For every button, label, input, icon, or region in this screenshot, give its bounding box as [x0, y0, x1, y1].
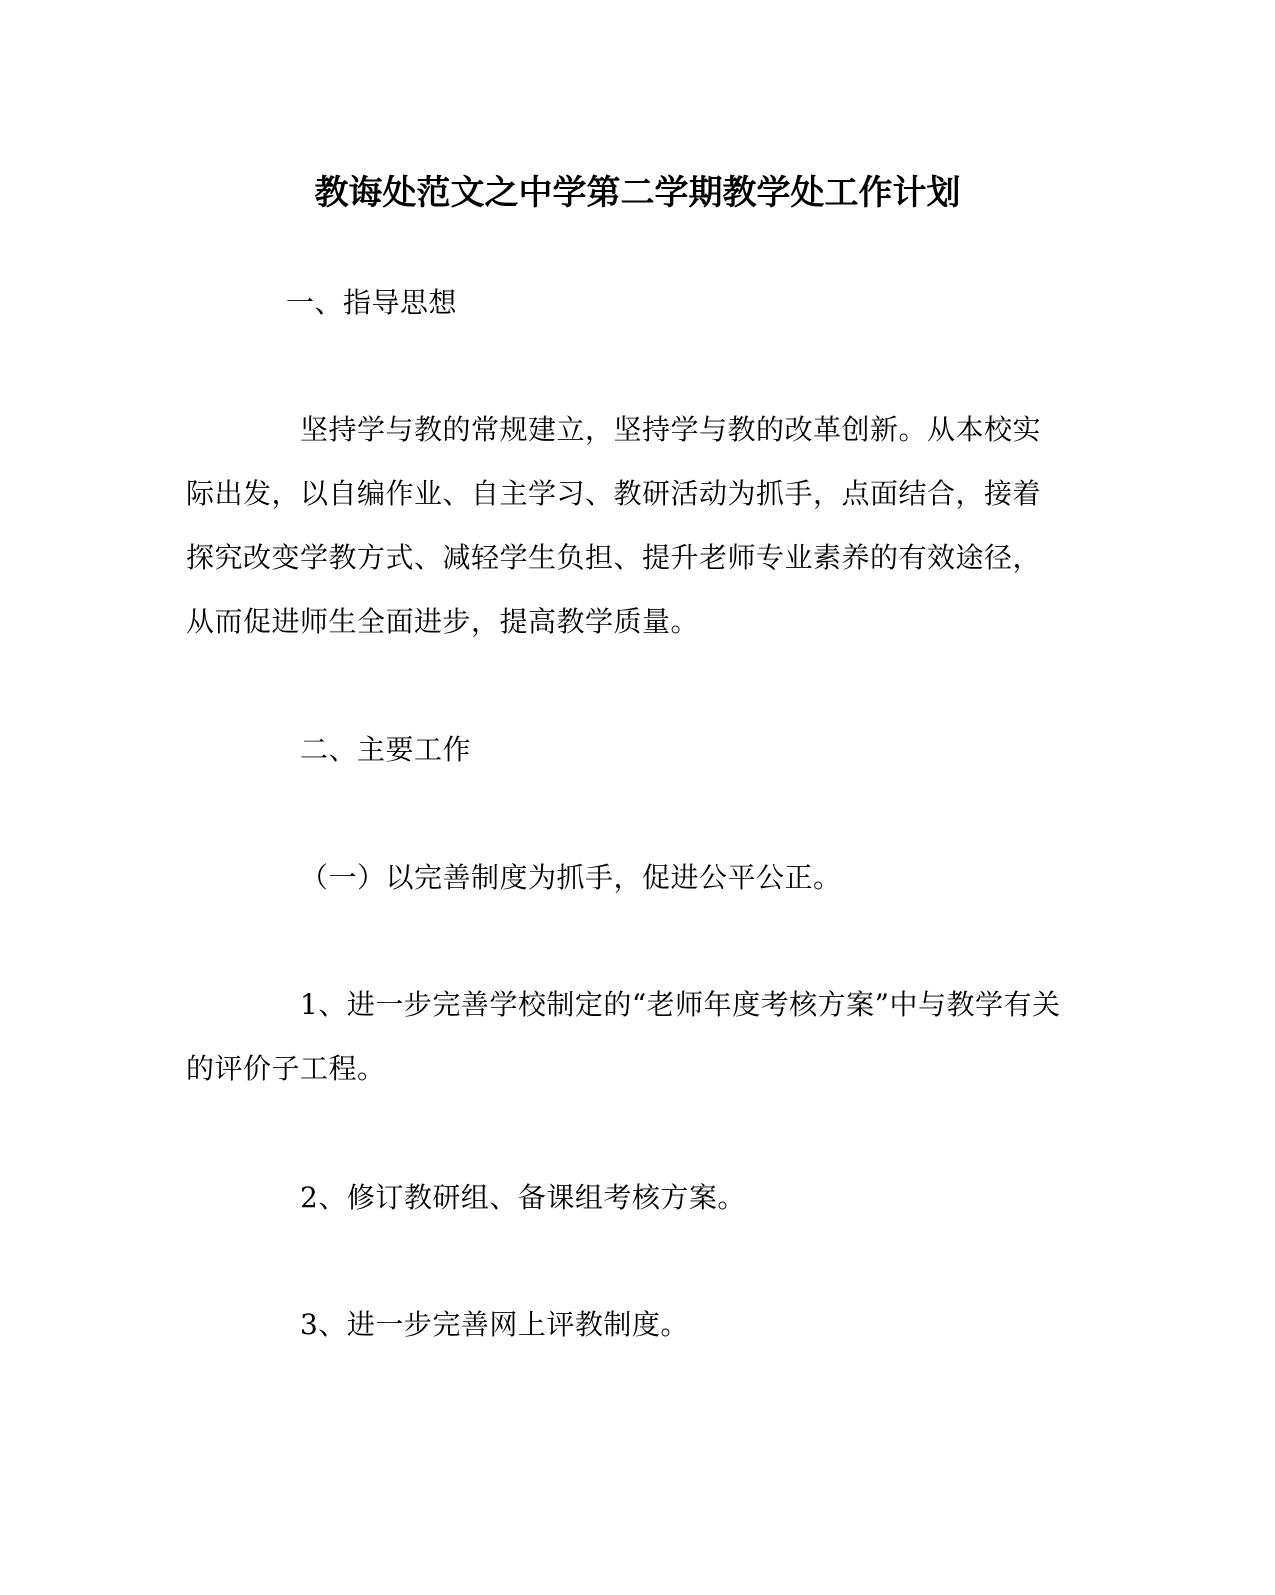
document-title: 教诲处范文之中学第二学期教学处工作计划: [314, 173, 961, 213]
section1-paragraph: 坚持学与教的常规建立，坚持学与教的改革创新。从本校实际出发，以自编作业、自主学习、教研活动为抓手，点面结合，接着探究改变学教方式、减轻学生负担、提升老师专业素养的有效途径，从而促进师生全面进步，提高教学质量。: [186, 413, 1042, 638]
subsection1-heading: （一）以完善制度为抓手，促进公平公正。: [300, 861, 842, 894]
section2-heading: 二、主要工作: [300, 733, 472, 766]
section1-heading: 一、指导思想: [286, 286, 458, 319]
list-item-1: 1、进一步完善学校制定的“老师年度考核方案”中与教学有关的评价子工程。: [186, 988, 1061, 1085]
list-item-3: 3、进一步完善网上评教制度。: [300, 1308, 689, 1341]
list-item-2: 2、修订教研组、备课组考核方案。: [300, 1181, 746, 1214]
